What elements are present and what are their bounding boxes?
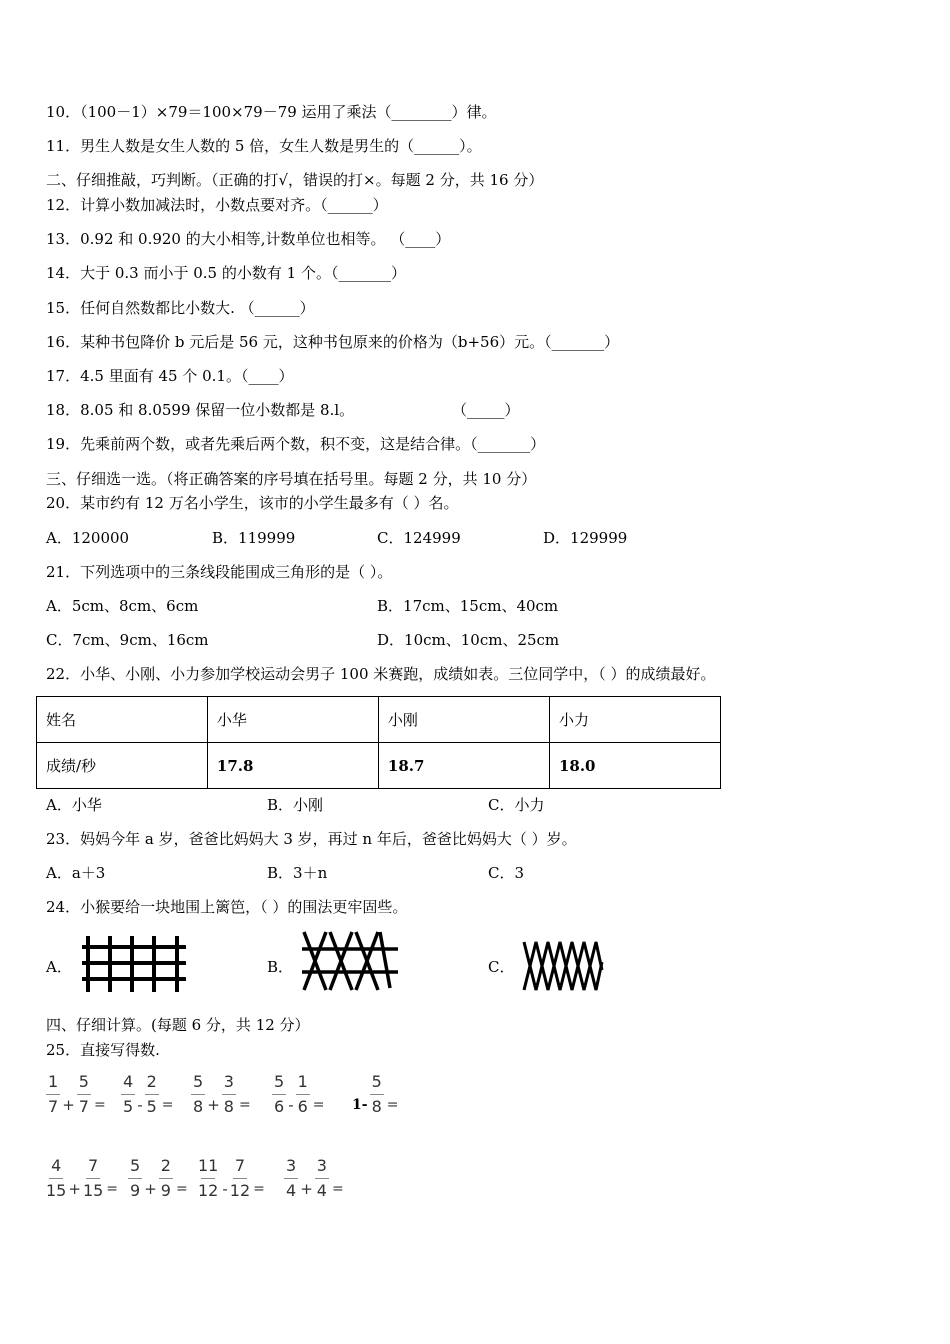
equals-sign: = [312, 1097, 325, 1113]
question-16: 16．某种书包降价 b 元后是 56 元，这种书包原来的价格为（b+56）元。（_______） [46, 333, 620, 351]
q21-option-c: C．7cm、9cm、16cm [46, 631, 209, 649]
equals-sign: = [386, 1097, 399, 1113]
table-cell: 17.8 [207, 743, 378, 789]
question-25: 25．直接写得数. [46, 1041, 160, 1059]
fraction-expression [284, 1156, 344, 1201]
operator: - [222, 1180, 228, 1198]
equals-sign: = [253, 1181, 265, 1197]
question-22: 22．小华、小刚、小力参加学校运动会男子 100 米赛跑，成绩如表。三位同学中，（ ）的成绩最好。 [46, 665, 716, 683]
question-23: 23．妈妈今年 a 岁，爸爸比妈妈大 3 岁，再过 n 年后，爸爸比妈妈大（ ）岁。 [46, 830, 577, 848]
fraction-expression [191, 1072, 251, 1117]
operator: + [300, 1180, 313, 1198]
question-20: 20．某市约有 12 万名小学生，该市的小学生最多有（ ）名。 [46, 494, 459, 512]
equals-sign: = [331, 1181, 344, 1197]
fence-diagonal-bars-figure [300, 930, 400, 994]
q20-option-b: B．119999 [212, 529, 296, 547]
table-cell: 小力 [549, 697, 720, 743]
q20-option-c: C．124999 [377, 529, 461, 547]
q24-option-b: B． [267, 958, 294, 976]
fraction: $\frac{1}{7}$ [48, 1072, 59, 1116]
fraction-expression [46, 1156, 118, 1201]
q23-option-a: A．a＋3 [46, 864, 106, 882]
operator: + [68, 1180, 81, 1198]
fence-grid-figure [80, 934, 188, 994]
table-cell: 小华 [207, 697, 378, 743]
fraction: $\frac{11}{12}$ [198, 1156, 219, 1200]
fraction: $\frac{5}{9}$ [130, 1156, 141, 1200]
question-18-blank: （_____） [452, 401, 520, 419]
q22-option-b: B．小刚 [267, 796, 324, 814]
question-18: 18．8.05 和 8.0599 保留一位小数都是 8.l。 [46, 401, 355, 419]
table-cell: 姓名 [37, 697, 208, 743]
fraction-expression [196, 1156, 265, 1201]
q21-option-b: B．17cm、15cm、40cm [377, 597, 559, 615]
prefix: 1- [352, 1097, 368, 1113]
table-cell: 18.7 [378, 743, 549, 789]
question-11: 11．男生人数是女生人数的 5 倍，女生人数是男生的（______）。 [46, 137, 482, 155]
fraction: $\frac{3}{8}$ [223, 1072, 234, 1116]
q20-option-d: D．129999 [543, 529, 628, 547]
question-10: 10．（100－1）×79＝100×79－79 运用了乘法（________）律。 [46, 103, 497, 121]
table-row [37, 743, 721, 789]
section2-heading: 二、仔细推敲，巧判断。（正确的打√，错误的打×。每题 2 分，共 16 分） [46, 171, 544, 189]
fraction-expression [121, 1072, 174, 1117]
fraction: $\frac{5}{6}$ [274, 1072, 285, 1116]
fraction-expression [46, 1072, 106, 1117]
equals-sign: = [161, 1097, 174, 1113]
question-24: 24．小猴要给一块地围上篱笆，（ ）的围法更牢固些。 [46, 898, 408, 916]
q21-option-a: A．5cm、8cm、6cm [46, 597, 199, 615]
equals-sign: = [93, 1097, 106, 1113]
fraction: $\frac{2}{9}$ [160, 1156, 171, 1200]
fraction: $\frac{4}{15}$ [46, 1156, 67, 1200]
fraction: $\frac{5}{8}$ [193, 1072, 204, 1116]
q22-option-c: C．小力 [488, 796, 545, 814]
q21-option-d: D．10cm、10cm、25cm [377, 631, 560, 649]
question-21: 21．下列选项中的三条线段能围成三角形的是（ ）。 [46, 563, 393, 581]
equals-sign: = [106, 1181, 119, 1197]
q23-option-c: C．3 [488, 864, 525, 882]
operator: - [288, 1096, 294, 1114]
operator: + [144, 1180, 157, 1198]
table-cell: 小刚 [378, 697, 549, 743]
question-14: 14．大于 0.3 而小于 0.5 的小数有 1 个。（_______） [46, 264, 406, 282]
question-12: 12．计算小数加减法时，小数点要对齐。（______） [46, 196, 388, 214]
fraction-expression [352, 1072, 398, 1117]
score-table [36, 696, 721, 789]
fraction-expression [128, 1156, 188, 1201]
q23-option-b: B．3＋n [267, 864, 328, 882]
question-15: 15．任何自然数都比小数大. （______） [46, 299, 315, 317]
fraction-expression [272, 1072, 325, 1117]
section3-heading: 三、仔细选一选。（将正确答案的序号填在括号里。每题 2 分，共 10 分） [46, 470, 537, 488]
q24-option-c: C． [488, 958, 515, 976]
section4-heading: 四、仔细计算。(每题 6 分，共 12 分） [46, 1016, 310, 1034]
operator: + [207, 1096, 220, 1114]
table-row [37, 697, 721, 743]
fraction: $\frac{3}{4}$ [286, 1156, 297, 1200]
question-13: 13．0.92 和 0.920 的大小相等,计数单位也相等。 （____） [46, 230, 451, 248]
operator: + [62, 1096, 75, 1114]
equals-sign: = [238, 1097, 251, 1113]
fraction: $\frac{2}{5}$ [146, 1072, 157, 1116]
fraction: $\frac{5}{7}$ [78, 1072, 89, 1116]
fence-crosshatch-figure [522, 940, 604, 992]
fraction: $\frac{4}{5}$ [123, 1072, 134, 1116]
equals-sign: = [175, 1181, 188, 1197]
q22-option-a: A．小华 [46, 796, 102, 814]
question-19: 19．先乘前两个数，或者先乘后两个数，积不变，这是结合律。（_______） [46, 435, 546, 453]
question-17: 17．4.5 里面有 45 个 0.1。（____） [46, 367, 294, 385]
q24-option-a: A． [46, 958, 72, 976]
fraction: $\frac{5}{8}$ [371, 1072, 382, 1116]
fraction: $\frac{7}{15}$ [82, 1156, 104, 1200]
q20-option-a: A．120000 [46, 529, 130, 547]
fraction: $\frac{3}{4}$ [316, 1156, 327, 1200]
fraction: $\frac{7}{12}$ [229, 1156, 251, 1200]
fraction: $\frac{1}{6}$ [297, 1072, 308, 1116]
operator: - [137, 1096, 143, 1114]
table-cell: 18.0 [549, 743, 720, 789]
table-cell: 成绩/秒 [37, 743, 208, 789]
